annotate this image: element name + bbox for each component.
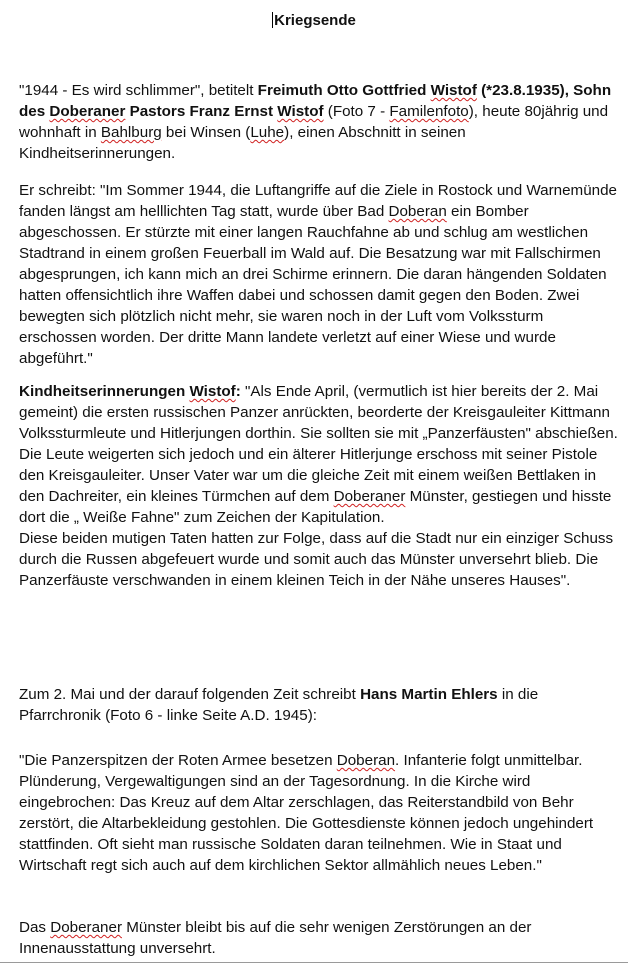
title-text: Kriegsende xyxy=(274,12,356,29)
document-title xyxy=(0,12,628,30)
paragraph-kindheitserinnerungen: Kindheitserinnerungen Wistof: "Als Ende April, (vermutlich ist hier bereits der 2. Mai gemeint) die ersten russischen Panzer anrückten, beorderte der Kreisgauleiter Kittmann Volkssturmleute und Hitlerjungen dorthin. Sie sollten sie mit „Panzerfäusten" abschießen. Die Leute weigerten sich jedoch und ein älterer Hitlerjunge erschoss mit seiner Pistole den Kreisgauleiter. Unser Vater war um die gleiche Zeit mit einem weißen Bettlaken in den Dachreiter, ein kleines Türmchen auf dem Doberaner Münster, gestiegen und hisste dort die „ Weiße Fahne" zum Zeichen der Kapitulation. Diese beiden mutigen Taten hatten zur Folge, dass auf die Stadt nur ein einziger Schuss durch die Russen abgefeuert wurde und somit auch das Münster unversehrt blieb. Die Panzerfäuste verschwanden in einem kleinen Teich in der Nähe unseres Hauses". xyxy=(19,383,618,589)
paragraph-pfarrchronik-intro: Zum 2. Mai und der darauf folgenden Zeit schreibt Hans Martin Ehlers in die Pfarrchronik (Foto 6 - linke Seite A.D. 1945): xyxy=(19,686,539,724)
text-cursor xyxy=(272,12,273,28)
paragraph-quote-ehlers: "Die Panzerspitzen der Roten Armee besetzen Doberan. Infanterie folgt unmittelbar. Plünderung, Vergewaltigungen sind an der Tagesordnung. In die Kirche wird eingebrochen: Das Kreuz auf dem Altar zerschlagen, das Reiterstandbild von Behr zerstört, die Altarbekleidung gestohlen. Die Gottesdienste können jedoch ungehindert stattfinden. Oft sieht man russische Soldaten daran teilnehmen. Wie in Staat und Wirtschaft regt sich auch auf dem kirchlichen Sektor allmählich neues Leben." xyxy=(19,752,594,874)
paragraph-bomber: Er schreibt: "Im Sommer 1944, die Luftangriffe auf die Ziele in Rostock und Warnemünde fanden längst am helllichten Tag statt, wurde über Bad Doberan ein Bomber abgeschossen. Er stürzte mit einer langen Rauchfahne ab und schlug am westlichen Stadtrand in einem großen Feuerball im Wald auf. Die Besatzung war mit Fallschirmen abgesprungen, ich kann mich an drei Schirme erinnern. Die daran hängenden Soldaten hatten offensichtlich ihre Waffen dabei und schossen damit gegen den Boden. Zwei bewegten sich plötzlich nicht mehr, sie waren noch in der Luft vom Volkssturm erschossen worden. Der dritte Mann landete verletzt auf einer Wiese und wurde abgeführt." xyxy=(19,182,617,367)
page-bottom-rule xyxy=(0,962,628,963)
paragraph-intro: "1944 - Es wird schlimmer", betitelt Freimuth Otto Gottfried Wistof (*23.8.1935), Sohn des Doberaner Pastors Franz Ernst Wistof (Foto 7 - Familenfoto), heute 80jährig und wohnhaft in Bahlburg bei Winsen (Luhe), einen Abschnitt in seinen Kindheitserinnerungen. xyxy=(19,82,612,162)
paragraph-conclusion: Das Doberaner Münster bleibt bis auf die sehr wenigen Zerstörungen an der Innenausstattung unversehrt. xyxy=(19,919,532,957)
